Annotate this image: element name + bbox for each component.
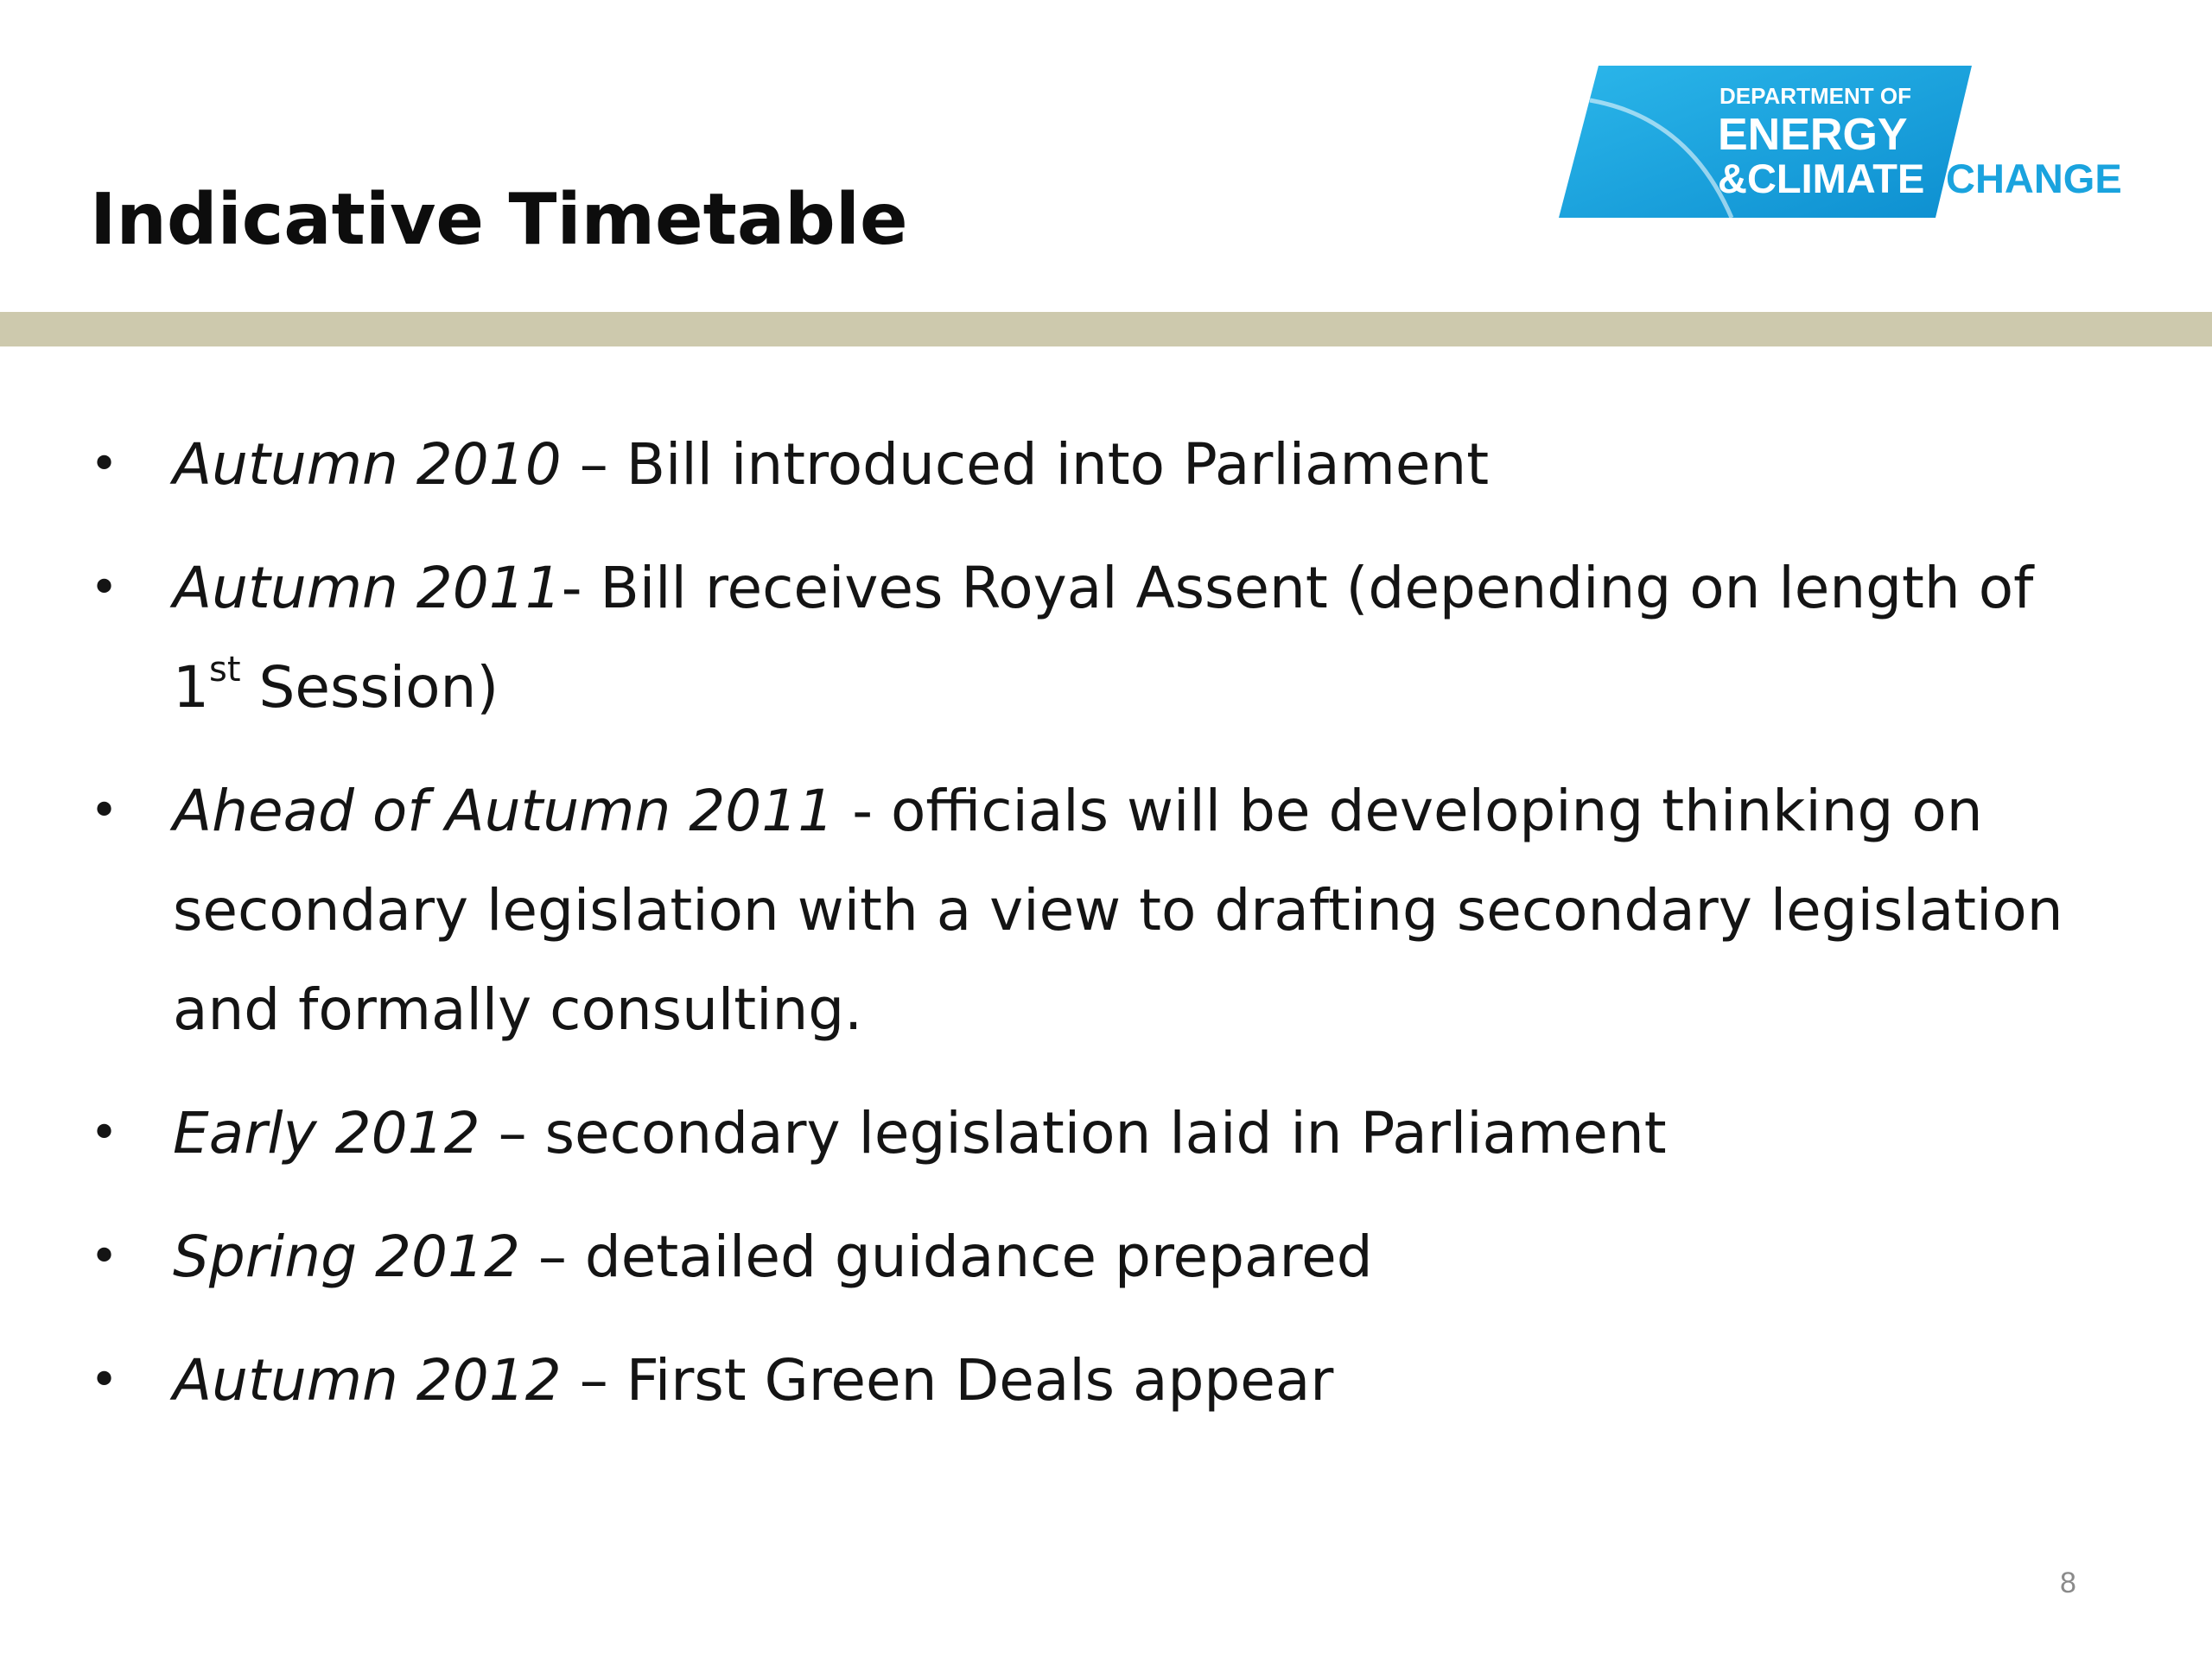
bullet-text: – detailed guidance prepared [519,1224,1373,1290]
bullet-term: Autumn 2011 [173,555,562,621]
slide-title: Indicative Timetable [90,179,908,261]
decc-logo [1559,66,2129,221]
bullet-term: Autumn 2010 [173,431,562,498]
bullet-text: - officials will be developing thinking on secondary legislation with a view to drafting secondary legislation and formally consulting. [173,778,2063,1043]
list-item [83,538,2096,737]
list-item [83,1331,2096,1430]
bullet-term: Spring 2012 [173,1224,520,1290]
decc-logo-graphic [1559,66,2129,221]
list-item [83,761,2096,1059]
logo-line2: ENERGY [1718,110,1908,160]
ordinal-superscript: st [209,650,241,690]
bullet-icon: • [90,436,119,493]
page-number: 8 [2060,1567,2076,1599]
bullet-text: - Bill receives Royal Assent (depending on length of 1 [173,555,2034,721]
bullet-icon: • [90,1229,119,1285]
bullet-icon: • [90,1352,119,1408]
list-item [83,415,2096,514]
bullet-icon: • [90,783,119,839]
logo-line3-part2: CHANGE [1946,156,2122,201]
bullet-term: Autumn 2012 [173,1347,562,1414]
bullet-text-continued: Session) [240,654,499,721]
bullet-icon: • [90,560,119,616]
bullet-term: Early 2012 [173,1100,480,1166]
bullet-term: Ahead of Autumn 2011 [173,778,835,844]
timetable-list [83,415,2096,1454]
logo-line1: DEPARTMENT OF [1719,83,1911,109]
list-item [83,1207,2096,1306]
list-item [83,1084,2096,1183]
bullet-icon: • [90,1105,119,1161]
logo-line3-part1: &CLIMATE [1718,156,1925,201]
bullet-text: – secondary legislation laid in Parliament [480,1100,1667,1166]
bullet-text: – First Green Deals appear [561,1347,1334,1414]
bullet-text: – Bill introduced into Parliament [561,431,1490,498]
title-divider [0,312,2212,346]
